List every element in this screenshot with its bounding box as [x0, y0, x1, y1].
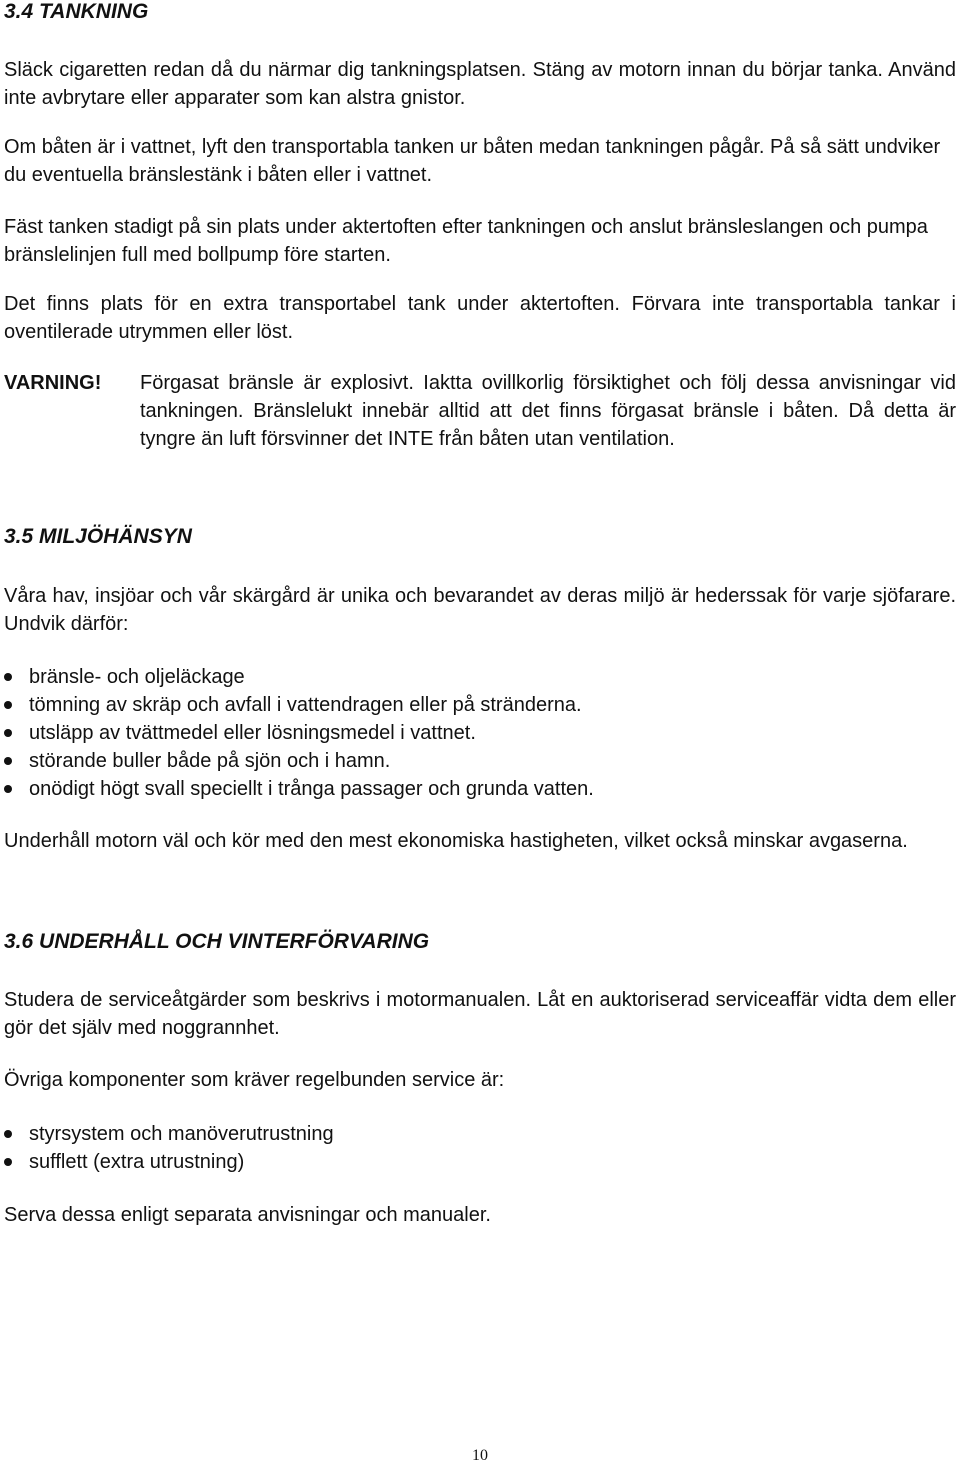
list-item: utsläpp av tvättmedel eller lösningsmedel i vattnet.: [4, 719, 956, 747]
page-number: 10: [472, 1447, 488, 1464]
list-item: sufflett (extra utrustning): [4, 1148, 956, 1176]
list-item: bränsle- och oljeläckage: [4, 663, 956, 691]
paragraph-underhall-2: Övriga komponenter som kräver regelbunden service är:: [4, 1069, 505, 1091]
list-item: störande buller både på sjön och i hamn.: [4, 747, 956, 775]
paragraph-underhall-1: Studera de serviceåtgärder som beskrivs i motormanualen. Låt en auktoriserad serviceaffär vidta dem eller gör det själv med noggrannhet.: [4, 989, 956, 1039]
paragraph-tankning-1: Släck cigaretten redan då du närmar dig tankningsplatsen. Stäng av motorn innan du börjar tanka. Använd inte avbrytare eller apparater som kan alstra gnistor.: [4, 59, 956, 109]
paragraph-tankning-4: Det finns plats för en extra transportabel tank under aktertoften. Förvara inte transportabla tankar i oventilerade utrymmen eller löst.: [4, 293, 956, 343]
warning-block: [4, 369, 956, 453]
paragraph-tankning-3: Fäst tanken stadigt på sin plats under aktertoften efter tankningen och anslut bränsleslangen och pumpa bränslelinjen full med bollpump före starten.: [4, 216, 928, 266]
paragraph-underhall-3: Serva dessa enligt separata anvisningar och manualer.: [4, 1204, 491, 1226]
service-list: [4, 1120, 956, 1176]
paragraph-miljo-1: Våra hav, insjöar och vår skärgård är unika och bevarandet av deras miljö är hederssak för varje sjöfarare. Undvik därför:: [4, 585, 956, 635]
list-item: tömning av skräp och avfall i vattendragen eller på stränderna.: [4, 691, 956, 719]
section-title-underhall: 3.6 UNDERHÅLL OCH VINTERFÖRVARING: [4, 930, 430, 953]
list-item: onödigt högt svall speciellt i trånga passager och grunda vatten.: [4, 775, 956, 803]
section-title-tankning: 3.4 TANKNING: [4, 0, 149, 23]
list-item: styrsystem och manöverutrustning: [4, 1120, 956, 1148]
environment-list: [4, 663, 956, 803]
section-title-miljohansyn: 3.5 MILJÖHÄNSYN: [4, 525, 192, 548]
paragraph-tankning-2: Om båten är i vattnet, lyft den transportabla tanken ur båten medan tankningen pågår. På så sätt undviker du eventuella bränslestänk i båten eller i vattnet.: [4, 136, 941, 186]
paragraph-miljo-2: Underhåll motorn väl och kör med den mest ekonomiska hastigheten, vilket också minskar avgaserna.: [4, 830, 908, 852]
warning-text: Förgasat bränsle är explosivt. Iaktta ovillkorlig försiktighet och följ dessa anvisningar vid tankningen. Bränslelukt innebär alltid att det finns förgasat bränsle i båten. Då detta är tyngre än luft försvinner det INTE från båten utan ventilation.: [140, 372, 956, 450]
warning-label: VARNING!: [4, 372, 102, 394]
